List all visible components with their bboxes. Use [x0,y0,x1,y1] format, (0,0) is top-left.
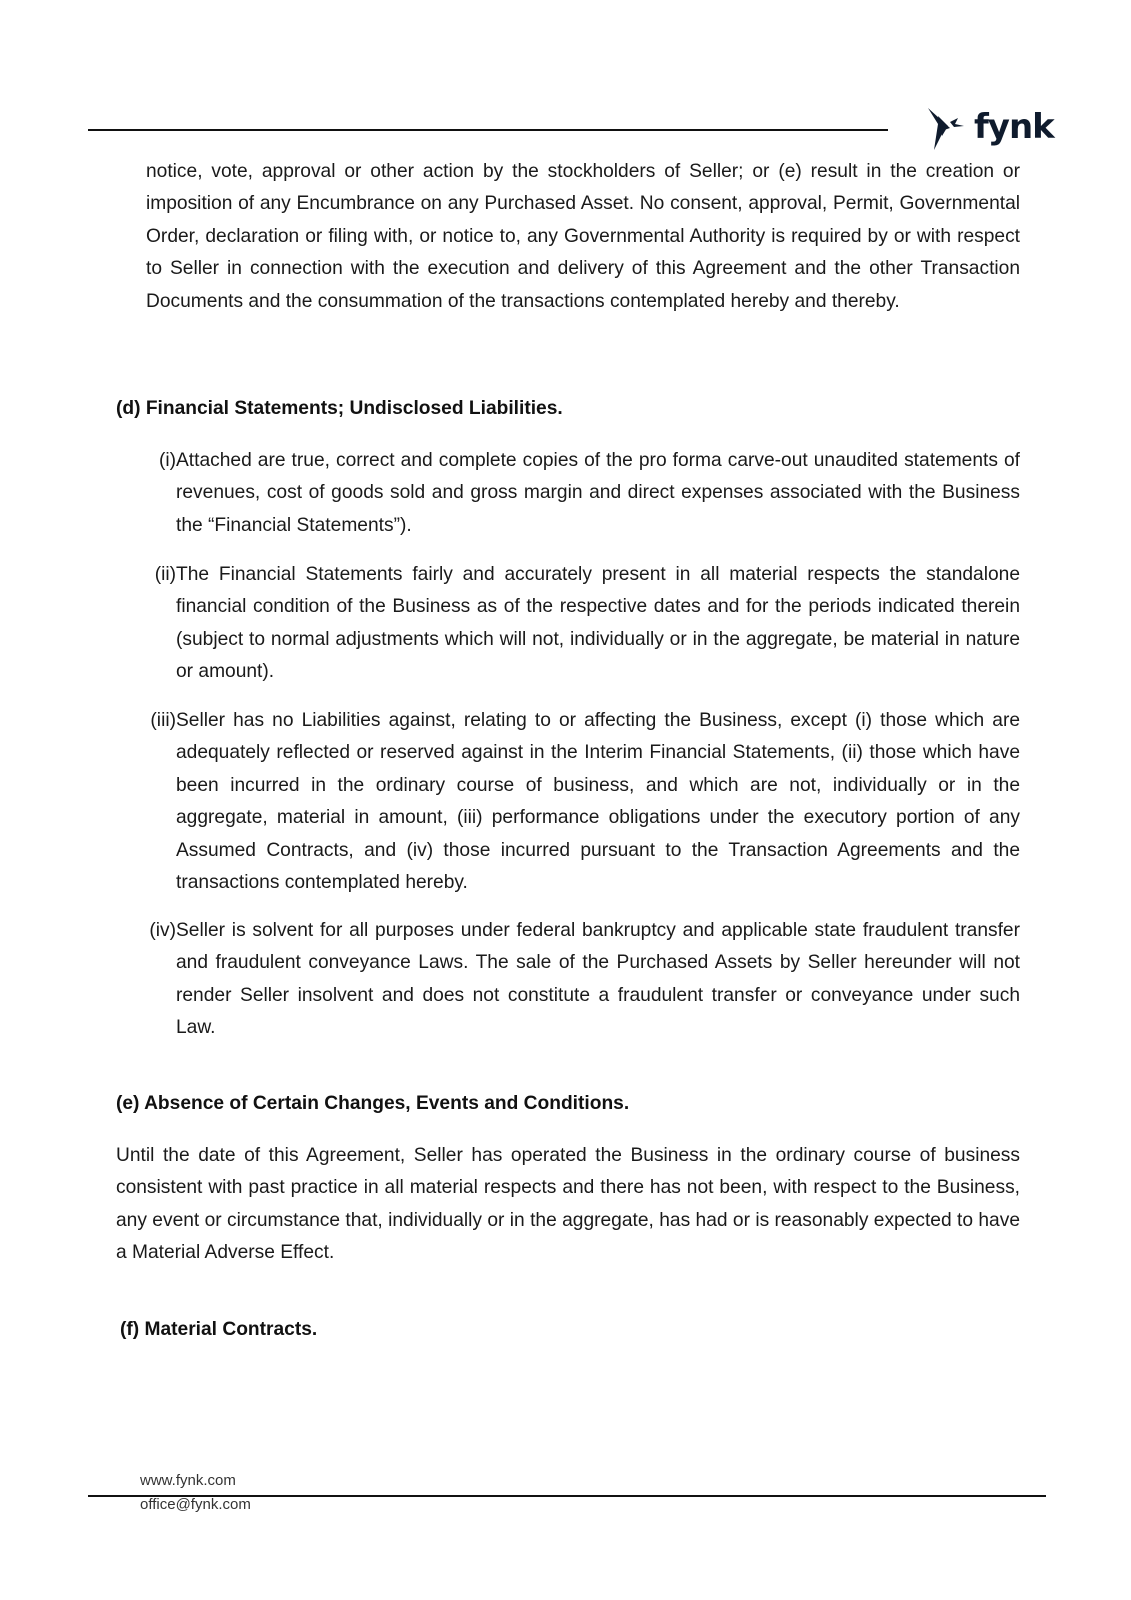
section-e-paragraph: Until the date of this Agreement, Seller has operated the Business in the ordinary course of business consistent with past practice in all material respects and there has not been, with respect to the Business, any event or circumstance that, individually or in the aggregate, has had or is reasonably expected to have a Material Adverse Effect. [116,1145,1020,1264]
section-f-heading: (f) Material Contracts. [120,1319,318,1340]
list-item-number: (ii) [154,564,176,585]
section-d-heading: (d) Financial Statements; Undisclosed Liabilities. [116,398,563,419]
logo-wordmark: fynk [974,107,1054,147]
list-item [140,559,1020,689]
list-item-number: (i) [158,450,176,471]
list-item-text: Seller is solvent for all purposes under federal bankruptcy and applicable state fraudulent transfer and fraudulent conveyance Laws. The sale of the Purchased Assets by Seller hereunder will not render Seller insolvent and does not constitute a fraudulent transfer or conveyance under such Law. [176,920,1020,1039]
section-e-heading: (e) Absence of Certain Changes, Events and Conditions. [116,1093,630,1114]
header-divider [88,129,888,131]
list-item [140,705,1020,899]
list-item-text: The Financial Statements fairly and accurately present in all material respects the standalone financial condition of the Business as of the respective dates and for the periods indicated therein (subject to normal adjustments which will not, individually or in the aggregate, be material in nature or amount). [176,564,1020,683]
list-item [140,915,1020,1045]
list-item-number: (iii) [150,710,176,731]
list-item [140,445,1020,542]
list-item-number: (iv) [149,920,176,941]
intro-paragraph: notice, vote, approval or other action by the stockholders of Seller; or (e) result in the creation or imposition of any Encumbrance on any Purchased Asset. No consent, approval, Permit, Governmental Order, declaration or filing with, or notice to, any Governmental Authority is required by or with respect to Seller in connection with the execution and delivery of this Agreement and the other Transaction Documents and the consummation of the transactions contemplated hereby and thereby. [146,161,1020,312]
fynk-bird-icon [924,106,968,152]
fynk-logo [924,104,1054,154]
footer-website-link[interactable]: www.fynk.com [140,1472,236,1489]
list-item-text: Attached are true, correct and complete copies of the pro forma carve-out unaudited statements of revenues, cost of goods sold and gross margin and direct expenses associated with the Business the “Financial Statements”). [176,450,1020,536]
footer-email-link[interactable]: office@fynk.com [140,1496,251,1513]
list-item-text: Seller has no Liabilities against, relating to or affecting the Business, except (i) those which are adequately reflected or reserved against in the Interim Financial Statements, (ii) those which have been incurred in the ordinary course of business, and which are not, individually or in the aggregate, material in amount, (iii) performance obligations under the executory portion of any Assumed Contracts, and (iv) those incurred pursuant to the Transaction Agreements and the transactions contemplated hereby. [176,710,1020,894]
